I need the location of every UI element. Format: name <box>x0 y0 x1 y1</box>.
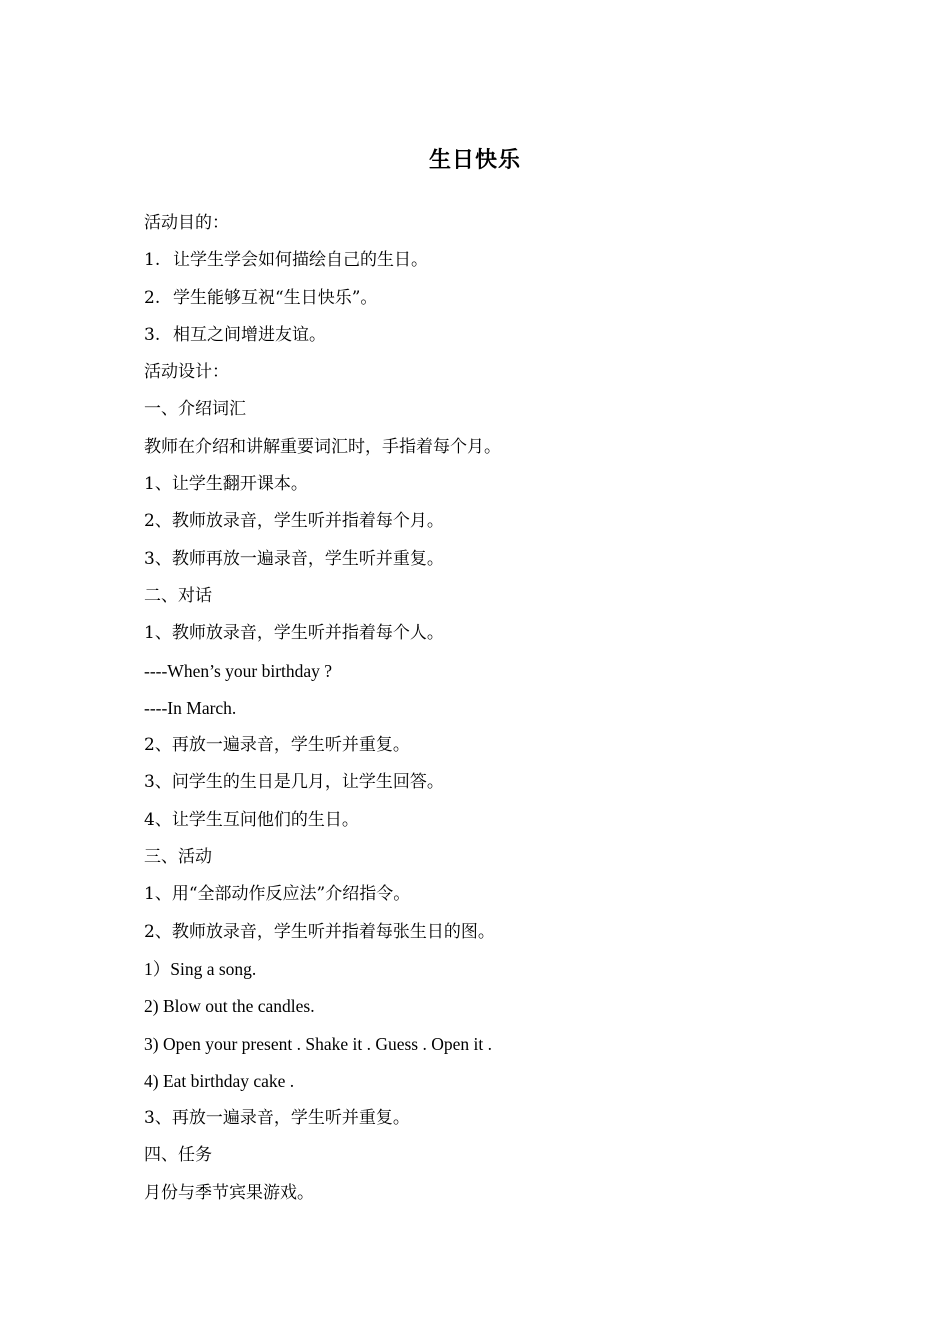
step-item: 3、教师再放一遍录音，学生听并重复。 <box>144 548 444 569</box>
step-item: 1、用“全部动作反应法”介绍指令。 <box>144 884 411 905</box>
list-number: 1. <box>144 250 161 271</box>
subsection-heading: 一、介绍词汇 <box>144 399 246 420</box>
list-item-text: 学生能够互祝“生日快乐”。 <box>173 287 378 308</box>
objective-item <box>144 242 824 279</box>
document-title: 生日快乐 <box>428 148 521 173</box>
command-item: 2) Blow out the candles. <box>144 996 315 1017</box>
objective-item <box>144 317 824 354</box>
list-number: 2. <box>144 287 161 308</box>
step-item: 1、让学生翻开课本。 <box>144 474 308 495</box>
step-item: 2、教师放录音，学生听并指着每张生日的图。 <box>144 921 495 942</box>
paragraph: 月份与季节宾果游戏。 <box>144 1182 314 1203</box>
step-item: 3、再放一遍录音，学生听并重复。 <box>144 1108 410 1129</box>
dialogue-line: ----In March. <box>144 697 237 718</box>
subsection-heading: 二、对话 <box>144 585 212 606</box>
command-item: 1）Sing a song. <box>144 958 257 979</box>
document-body <box>144 205 824 1212</box>
section-heading-design: 活动设计： <box>144 362 229 383</box>
step-item: 3、问学生的生日是几月，让学生回答。 <box>144 772 444 793</box>
objective-item <box>144 280 824 317</box>
paragraph: 教师在介绍和讲解重要词汇时，手指着每个月。 <box>144 436 501 457</box>
list-item-text: 让学生学会如何描绘自己的生日。 <box>173 250 428 271</box>
subsection-heading: 四、任务 <box>144 1145 212 1166</box>
step-item: 4、让学生互问他们的生日。 <box>144 809 359 830</box>
section-heading-objectives: 活动目的： <box>144 213 229 233</box>
dialogue-line: ----When’s your birthday ? <box>144 660 333 681</box>
step-item: 1、教师放录音，学生听并指着每个人。 <box>144 623 444 644</box>
list-item-text: 相互之间增进友谊。 <box>173 324 326 345</box>
step-item: 2、再放一遍录音，学生听并重复。 <box>144 735 410 756</box>
command-item: 4) Eat birthday cake . <box>144 1070 295 1091</box>
subsection-heading: 三、活动 <box>144 847 212 868</box>
list-number: 3. <box>144 324 161 345</box>
step-item: 2、教师放录音，学生听并指着每个月。 <box>144 511 444 532</box>
command-item: 3) Open your present . Shake it . Guess . Open it . <box>144 1033 492 1054</box>
